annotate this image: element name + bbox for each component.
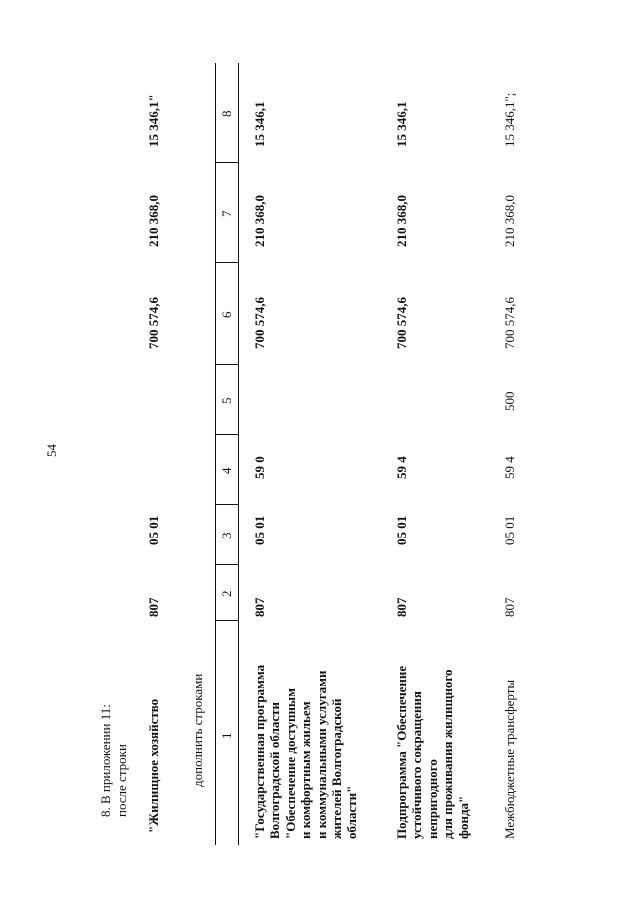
table-row-1-col8: 15 346,1 [252, 101, 267, 147]
header-row-code: 807 [146, 597, 161, 617]
table-row-2-code: 807 [394, 597, 409, 617]
header-row-col8: 15 346,1" [146, 94, 161, 147]
table-row-1-col7: 210 368,0 [252, 195, 267, 247]
table-row-2-name: Подпрограмма "Обеспечение устойчивого сокращения непригодного для проживания жилищного фонда" [394, 665, 471, 839]
column-divider-1 [215, 620, 239, 621]
table-row-3-col6: 700 574,6 [502, 297, 517, 349]
append-note: дополнить строками [190, 673, 205, 787]
table-row-2-col7: 210 368,0 [394, 195, 409, 247]
column-number-8: 8 [219, 110, 234, 117]
table-row-1-section: 05 01 [252, 515, 267, 545]
column-number-1: 1 [219, 732, 234, 739]
table-row-2-target: 59 4 [394, 456, 409, 479]
page-number: 54 [44, 444, 59, 457]
intro-line-2: после строки [114, 744, 129, 817]
table-row-3-name: Межбюджетные трансферты [502, 679, 517, 839]
table-row-3-col7: 210 368,0 [502, 195, 517, 247]
table-row-1-col6: 700 574,6 [252, 297, 267, 349]
table-row-1-name: "Государственная программа Волгоградской области "Обеспечение доступным и комфортным жильем и коммунальными услугами жителей Волгоградской области" [252, 664, 360, 839]
column-number-2: 2 [219, 590, 234, 597]
intro-line-1: 8. В приложении 11: [98, 704, 113, 817]
table-row-3-col8: 15 346,1"; [502, 92, 517, 147]
table-row-1-code: 807 [252, 597, 267, 617]
column-divider-5 [215, 364, 239, 365]
table-row-2-section: 05 01 [394, 515, 409, 545]
table-row-1-target: 59 0 [252, 456, 267, 479]
table-row-3-section: 05 01 [502, 515, 517, 545]
header-row-name: "Жилищное хозяйство [146, 698, 161, 833]
column-divider-7 [215, 162, 239, 163]
column-divider-3 [215, 504, 239, 505]
column-number-4: 4 [219, 467, 234, 474]
table-row-2-col8: 15 346,1 [394, 101, 409, 147]
table-top-rule [215, 63, 216, 845]
header-row-section: 05 01 [146, 515, 161, 545]
table-row-3-code: 807 [502, 597, 517, 617]
column-divider-6 [215, 262, 239, 263]
column-number-3: 3 [219, 532, 234, 539]
table-header-bottom-rule [238, 63, 239, 845]
column-number-6: 6 [219, 311, 234, 318]
header-row-col7: 210 368,0 [146, 195, 161, 247]
table-row-3-type: 500 [502, 391, 517, 411]
column-number-7: 7 [219, 210, 234, 217]
column-divider-2 [215, 564, 239, 565]
column-divider-4 [215, 434, 239, 435]
table-row-3-target: 59 4 [502, 456, 517, 479]
header-row-col6: 700 574,6 [146, 297, 161, 349]
table-row-2-col6: 700 574,6 [394, 297, 409, 349]
column-number-5: 5 [219, 397, 234, 404]
